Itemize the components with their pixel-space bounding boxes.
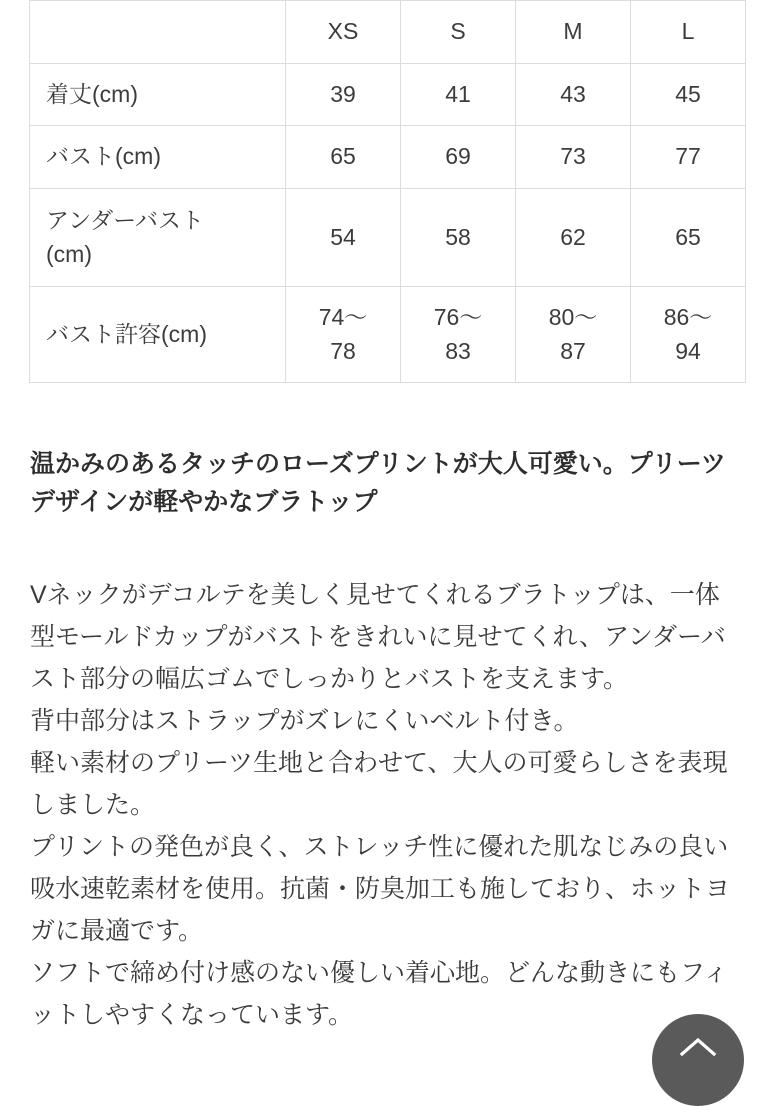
- description-paragraph-1: Vネックがデコルテを美しく見せてくれるブラトップは、一体型モールドカップがバストをきれいに見せてくれ、アンダーバスト部分の幅広ゴムでしっかりとバストを支えます。: [30, 581, 726, 694]
- cell-bust-range-m-from: 80〜: [548, 303, 598, 330]
- description-paragraph-2: 背中部分はストラップがズレにくいベルト付き。: [30, 707, 579, 736]
- product-lead-copy: 温かみのあるタッチのローズプリントが大人可愛い。プリーツデザインが軽やかなブラトップ: [30, 449, 726, 517]
- product-description-section: [0, 445, 774, 1037]
- chevron-up-icon: [678, 1034, 718, 1060]
- column-header-m: M: [516, 1, 631, 64]
- cell-underbust-s: 58: [401, 188, 516, 286]
- description-paragraph-5: ソフトで締め付け感のない優しい着心地。どんな動きにもフィットしやすくなっています。: [30, 959, 729, 1030]
- cell-bust-range-l: [631, 286, 746, 382]
- cell-bust-s: 69: [401, 126, 516, 188]
- column-header-xs: XS: [286, 1, 401, 64]
- cell-underbust-l: 65: [631, 188, 746, 286]
- cell-bust-range-l-from: 86〜: [663, 303, 713, 330]
- cell-underbust-xs: 54: [286, 188, 401, 286]
- cell-bust-range-m-to: 87: [560, 338, 586, 365]
- cell-underbust-m: 62: [516, 188, 631, 286]
- cell-bust-range-l-to: 94: [675, 338, 701, 365]
- column-header-l: L: [631, 1, 746, 64]
- cell-bust-range-s-from: 76〜: [433, 303, 483, 330]
- cell-bust-m: 73: [516, 126, 631, 188]
- cell-length-xs: 39: [286, 64, 401, 126]
- cell-bust-range-m: [516, 286, 631, 382]
- table-row: [30, 64, 746, 126]
- cell-bust-xs: 65: [286, 126, 401, 188]
- row-label-bust-range: バスト許容(cm): [30, 286, 286, 382]
- table-row: [30, 286, 746, 382]
- cell-length-m: 43: [516, 64, 631, 126]
- column-header-s: S: [401, 1, 516, 64]
- cell-length-l: 45: [631, 64, 746, 126]
- size-table-container: [0, 0, 774, 383]
- row-label-length: 着丈(cm): [30, 64, 286, 126]
- table-row: [30, 188, 746, 286]
- row-label-underbust-line1: アンダーバスト: [46, 206, 205, 233]
- table-header-row: [30, 1, 746, 64]
- table-corner-cell: [30, 1, 286, 64]
- description-paragraph-3: 軽い素材のプリーツ生地と合わせて、大人の可愛らしさを表現しました。: [30, 749, 728, 820]
- row-label-bust: バスト(cm): [30, 126, 286, 188]
- cell-bust-range-s-to: 83: [445, 338, 471, 365]
- size-table: [29, 0, 746, 383]
- row-label-underbust: [30, 188, 286, 286]
- row-label-underbust-line2: (cm): [46, 241, 92, 268]
- table-row: [30, 126, 746, 188]
- cell-bust-range-xs-from: 74〜: [318, 303, 368, 330]
- cell-bust-range-xs: [286, 286, 401, 382]
- product-description-body: [30, 574, 744, 1036]
- description-paragraph-4: プリントの発色が良く、ストレッチ性に優れた肌なじみの良い吸水速乾素材を使用。抗菌・防臭加工も施しており、ホットヨガに最適です。: [30, 833, 731, 946]
- cell-bust-range-xs-to: 78: [330, 338, 356, 365]
- cell-bust-range-s: [401, 286, 516, 382]
- cell-length-s: 41: [401, 64, 516, 126]
- cell-bust-l: 77: [631, 126, 746, 188]
- scroll-to-top-button[interactable]: [652, 1014, 744, 1106]
